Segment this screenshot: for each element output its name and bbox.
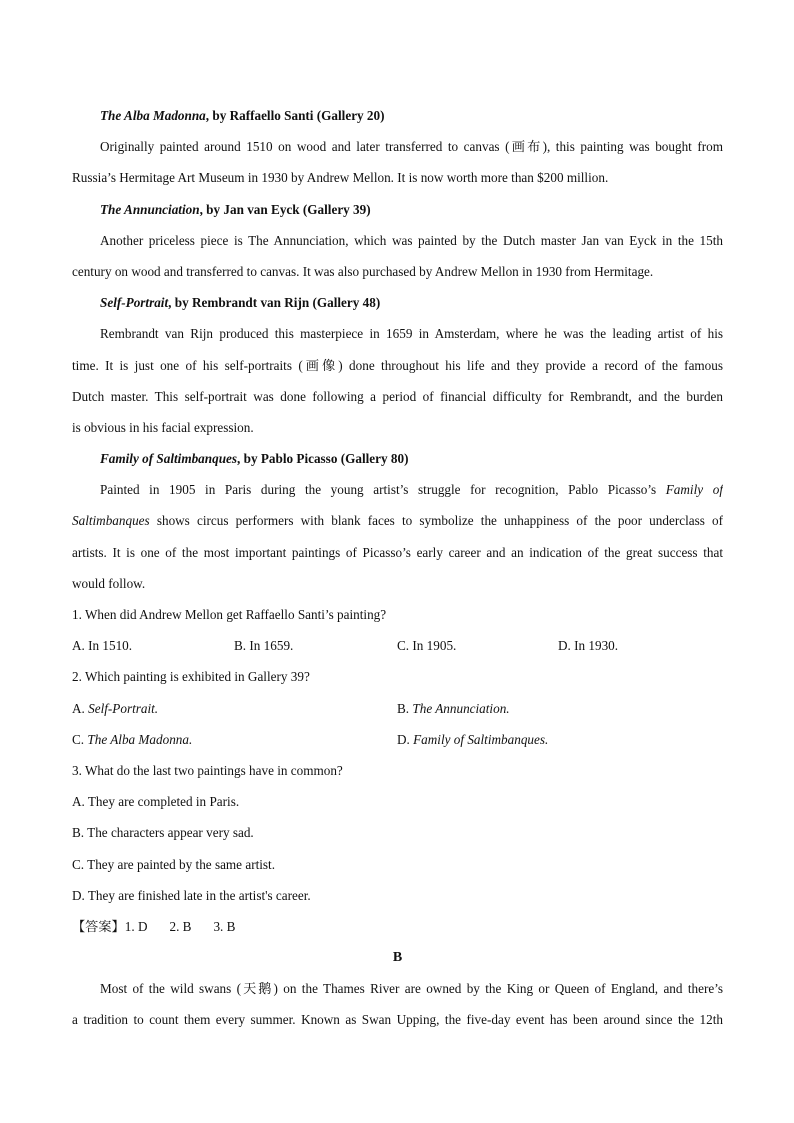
painting-title-inline: Saltimbanques: [72, 513, 150, 529]
question-3-option-d: D. They are finished late in the artist's career.: [72, 887, 311, 903]
question-1-option-a: A. In 1510.: [72, 638, 133, 654]
painting-heading-saltimbanques: [72, 443, 723, 474]
question-3-option-a: A. They are completed in Paris.: [72, 794, 240, 810]
painting-title: The Alba Madonna: [100, 108, 206, 123]
paragraph-line: time. It is just one of his self-portraits (画像) done throughout his life and they provide a record of the famous: [72, 357, 723, 373]
question-2-option-a: [72, 693, 397, 724]
painting-byline: , by Pablo Picasso (Gallery 80): [237, 451, 409, 467]
painting-title: Self-Portrait: [100, 295, 169, 311]
question-2-options-row-2: [72, 724, 723, 755]
option-label: C.: [72, 731, 88, 747]
section-b-heading: B: [392, 950, 403, 966]
paragraph-line: Russia’s Hermitage Art Museum in 1930 by Andrew Mellon. It is now worth more than $200 million.: [72, 170, 609, 186]
option-label: A.: [72, 700, 89, 716]
paragraph-line: Originally painted around 1510 on wood and later transferred to canvas (画布), this painting was bought from: [100, 139, 723, 155]
paragraph-line: Dutch master. This self-portrait was done following a period of financial difficulty for Rembrandt, and the burden: [72, 388, 723, 404]
question-1-option-d: D. In 1930.: [558, 638, 619, 654]
painting-heading-alba-madonna: [72, 100, 723, 131]
painting-heading-self-portrait: [72, 287, 723, 318]
question-1-option-b: B. In 1659.: [234, 638, 294, 654]
option-text: Family of Saltimbanques.: [413, 731, 549, 747]
paragraph-line: [72, 474, 723, 505]
answer-label: 【答案】: [72, 918, 125, 934]
option-text: The Alba Madonna.: [87, 731, 193, 747]
paragraph-text: Painted in 1905 in Paris during the young artist’s struggle for recognition, Pablo Picasso’s: [100, 482, 666, 498]
answer-item: 2. B: [169, 918, 192, 934]
paragraph-line: artists. It is one of the most important paintings of Picasso’s early career and an indication of the great success that: [72, 544, 723, 560]
answer-key: [72, 911, 723, 942]
option-text: The Annunciation.: [412, 700, 510, 716]
option-text: Self-Portrait.: [88, 700, 159, 716]
question-1-option-c: C. In 1905.: [397, 638, 457, 654]
paragraph-text: shows circus performers with blank faces to symbolize the unhappiness of the poor underclass of: [149, 513, 723, 529]
painting-heading-annunciation: [72, 194, 723, 225]
paragraph-line: would follow.: [72, 575, 146, 591]
painting-byline: , by Jan van Eyck (Gallery 39): [199, 201, 371, 217]
document-page: [72, 100, 723, 1036]
painting-byline: , by Rembrandt van Rijn (Gallery 48): [168, 295, 381, 311]
question-2-option-d: [397, 724, 548, 755]
paragraph-line: a tradition to count them every summer. Known as Swan Upping, the five-day event has been around since the 12th: [72, 1012, 723, 1028]
painting-title: Family of Saltimbanques: [100, 451, 238, 467]
option-label: B.: [397, 700, 413, 716]
option-label: D.: [397, 731, 414, 747]
paragraph-line: Another priceless piece is The Annunciation, which was painted by the Dutch master Jan van Eyck in the 15th: [100, 232, 723, 248]
paragraph-line: century on wood and transferred to canvas. It was also purchased by Andrew Mellon in 1930 from Hermitage.: [72, 263, 654, 279]
question-1-stem: 1. When did Andrew Mellon get Raffaello Santi’s painting?: [72, 607, 387, 622]
question-1-options: [72, 630, 723, 661]
question-3-stem: 3. What do the last two paintings have in common?: [72, 762, 343, 778]
question-2-option-c: [72, 724, 397, 755]
painting-title-inline: Family of: [665, 482, 723, 498]
question-2-stem: 2. Which painting is exhibited in Gallery 39?: [72, 669, 310, 685]
question-2-option-b: [397, 693, 510, 724]
paragraph-line: [72, 505, 723, 536]
painting-byline: , by Raffaello Santi (Gallery 20): [205, 108, 385, 123]
answer-item: 3. B: [213, 918, 236, 934]
paragraph-line: is obvious in his facial expression.: [72, 419, 254, 435]
question-2-options-row-1: [72, 693, 723, 724]
question-3-option-c: C. They are painted by the same artist.: [72, 856, 276, 872]
question-3-option-b: B. The characters appear very sad.: [72, 825, 254, 841]
painting-title: The Annunciation: [100, 201, 200, 217]
paragraph-line: Rembrandt van Rijn produced this masterpiece in 1659 in Amsterdam, where he was the leading artist of his: [100, 326, 723, 342]
answer-item: 1. D: [124, 918, 148, 934]
paragraph-line: Most of the wild swans (天鹅) on the Thames River are owned by the King or Queen of England, and there’s: [100, 981, 723, 997]
